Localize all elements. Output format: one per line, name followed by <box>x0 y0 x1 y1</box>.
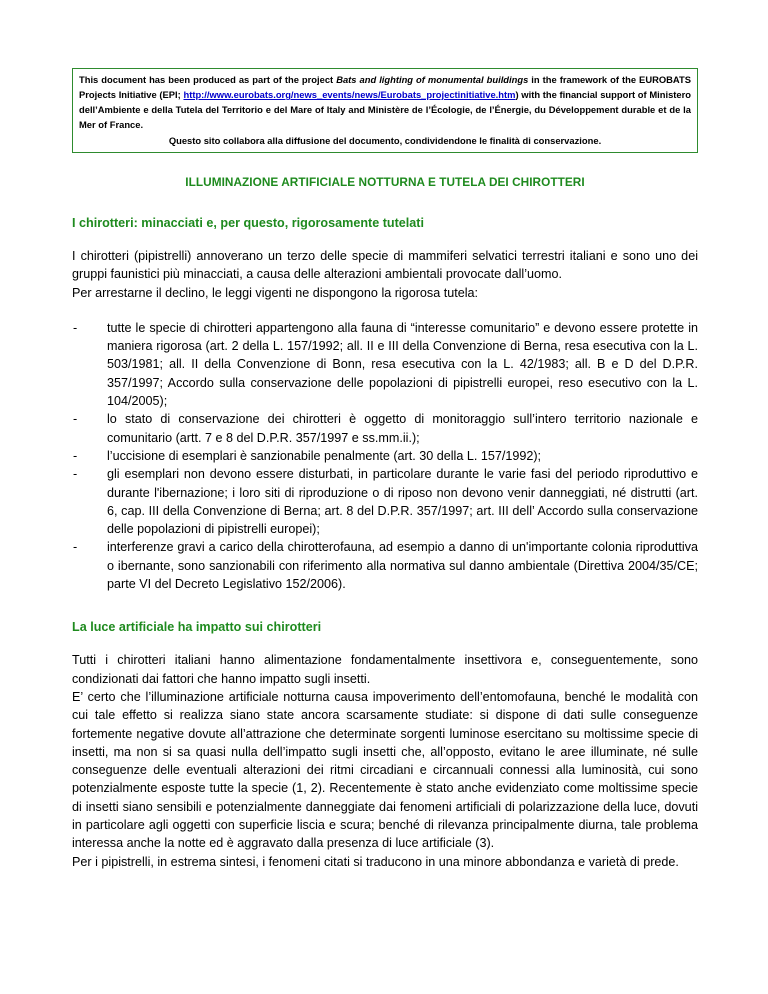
project-name: Bats and lighting of monumental buildings <box>336 74 529 85</box>
eurobats-link[interactable]: http://www.eurobats.org/news_events/news/Eurobats_projectinitiative.htm <box>183 89 516 100</box>
list-item: - gli esemplari non devono essere disturbati, in particolare durante le varie fasi del periodo riproduttivo e durante l'ibernazione; i loro siti di riproduzione o di riposo non devono venir danneggiati, né distrutti (art. 6, cap. III della Convenzione di Berna; art. 8 del D.P.R. 357/1997; art. III dell’ Accordo sulla conservazione delle popolazioni di pipistrelli europei); <box>73 467 698 537</box>
list-item: - tutte le specie di chirotteri appartengono alla fauna di “interesse comunitario” e devono essere protette in maniera rigorosa (art. 2 della L. 157/1992; all. II e III della Convenzione di Berna, resa esecutiva con la L. 503/1981; all. II della Convenzione di Bonn, resa esecutiva con la L. 42/1983; all. B e D del D.P.R. 357/1997; Accordo sulla conservazione delle popolazioni di pipistrelli europei, reso esecutivo con la L. 104/2005); <box>73 320 698 409</box>
project-notice-box <box>72 68 698 153</box>
paragraph-intro: I chirotteri (pipistrelli) annoverano un terzo delle specie di mammiferi selvatici terrestri italiani e sono uno dei gruppi faunistici più minacciati, a causa delle alterazioni ambientali provocate dall’uomo. <box>72 249 698 282</box>
paragraph-insectivores: Tutti i chirotteri italiani hanno alimentazione fondamentalmente insettivora e, conseguentemente, sono condizionati dai fattori che hanno impatto sugli insetti. <box>72 653 698 686</box>
list-item: - l’uccisione di esemplari è sanzionabile penalmente (art. 30 della L. 157/1992); <box>73 448 542 463</box>
paragraph-lead: Per arrestarne il declino, le leggi vigenti ne dispongono la rigorosa tutela: <box>72 285 479 300</box>
project-notice-text: This document has been produced as part of the project Bats and lighting of monumental buildings in the framework of the EUROBATS Projects Initiative (EPI; http://www.eurobats.org/news_events/news/Eurobats_projectinitiative.htm) with the financial support of Ministero dell’Ambiente e della Tutela del Territorio e del Mare of Italy and Ministère de l’Écologie, de l’Énergie, du Développement durable et de la Mer of France. <box>79 74 692 130</box>
list-item: - interferenze gravi a carico della chirotterofauna, ad esempio a danno di un'importante colonia riproduttiva o ibernante, sono sanzionabili con riferimento alla normativa sul danno ambientale (Direttiva 2004/35/CE; parte VI del Decreto Legislativo 152/2006). <box>73 540 698 592</box>
section-heading-protection: I chirotteri: minacciati e, per questo, rigorosamente tutelati <box>72 216 425 230</box>
document-title: ILLUMINAZIONE ARTIFICIALE NOTTURNA E TUTELA DEI CHIROTTERI <box>185 175 585 189</box>
protection-rules-list <box>72 319 698 593</box>
list-item: - lo stato di conservazione dei chirotteri è oggetto di monitoraggio sull’intero territorio nazionale e comunitario (artt. 7 e 8 del D.P.R. 357/1997 e ss.mm.ii.); <box>73 412 698 445</box>
collaboration-note: Questo sito collabora alla diffusione del documento, condividendone le finalità di conservazione. <box>168 135 602 146</box>
section-heading-light-impact: La luce artificiale ha impatto sui chirotteri <box>72 620 322 635</box>
paragraph-prey-summary: Per i pipistrelli, in estrema sintesi, i fenomeni citati si traducono in una minore abbondanza e varietà di prede. <box>72 854 679 869</box>
paragraph-light-effects: E’ certo che l’illuminazione artificiale notturna causa impoverimento dell’entomofauna, benché le modalità con cui tale effetto si realizza siano state ancora scarsamente studiate: si dispone di dati sulle conseguenze fortemente negative dovute all’attrazione che determinate sorgenti luminose esercitano su moltissime specie di insetti, ma non si sa quasi nulla dell’impatto sugli insetti che, all’opposto, evitano le aree illuminate, né sulle conseguenze delle eventuali alterazioni dei ritmi circadiani e circannuali connessi alla luminosità, cui sono potenzialmente esposte tutte la specie (1, 2). Recentemente è stato anche evidenziato come moltissime specie di insetti siano sensibili e potenzialmente danneggiate dai fenomeni artificiali di polarizzazione della luce, dovuti in particolare agli oggetti con superficie liscia e scura; benché di rilevanza principalmente diurna, tale problema interessa anche la notte ed è aggravato dalla presenza di luce artificiale (3). <box>72 689 698 851</box>
document-page <box>72 68 698 871</box>
